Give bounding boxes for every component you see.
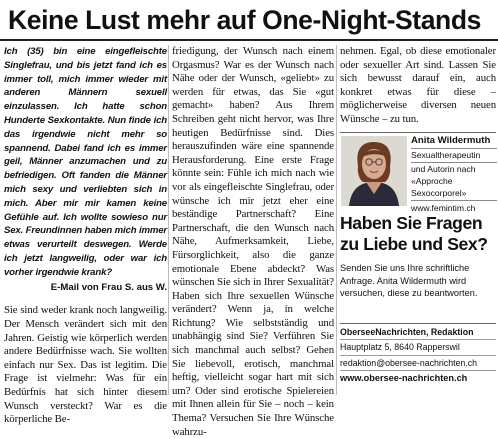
column-2 <box>172 45 334 439</box>
portrait-icon <box>341 136 407 206</box>
headline-rule <box>0 39 498 41</box>
column-divider <box>168 45 169 395</box>
page-title: Keine Lust mehr auf One-Night-Stands <box>8 5 481 35</box>
question-box-heading: Haben Sie Fragen zu Liebe und Sex? <box>340 213 488 254</box>
answer-paragraph: nehmen. Egal, ob diese emotionaler oder sexueller Art sind. Lassen Sie sich bewusst darauf ein, auch konkret etwas für diese – möglicherweise diversen neuen Wünsche – zu tun. <box>340 45 496 125</box>
contact-website-link[interactable]: www.obersee-nachrichten.ch <box>340 373 468 384</box>
contact-box <box>340 326 496 385</box>
reader-letter: Ich (35) bin eine eingefleischte Singlefrau, und bis jetzt fand ich es immer toll, mich immer wieder mit anderen Männern sexuell einzulassen. Ich hatte schon Hunderte Sexkontakte. Nun finde ich das irgendwie nicht mehr so spannend. Dabei fand ich es immer geil, Männer anzumachen und zu befriedigen. Oft fanden die Männer mich sexy und verliebten sich in mich. Aber mir mir kamen keine Gefühle auf. Ich wollte sowieso nur Sex. Freundinnen haben mich immer etwas verurteilt deswegen. Werde ich jetzt langweilig, oder war ich vorher irgendwie krank? <box>4 46 167 278</box>
expert-method: und Autorin nach «Approche Sexocorporel» <box>411 164 497 201</box>
expert-portrait-image <box>341 136 407 206</box>
answer-paragraph: Sie sind weder krank noch langweilig. Der Mensch verändert sich mit den Jahren. Geistig wie körperlich werden andere Bedürfnisse wach. Sie wollten einfach nur Sex. Das ist legitim. Die Frage ist vielmehr: Was für ein Bedürfnis hat sich hinter diesem Wunsch versteckt? War es die körperliche Be- <box>4 304 167 426</box>
expert-name: Anita Wildermuth <box>411 135 497 149</box>
column-divider <box>336 45 337 395</box>
contact-organization: OberseeNachrichten, Redaktion <box>340 326 496 340</box>
sidebar-rule <box>340 132 496 133</box>
contact-email-link[interactable]: redaktion@obersee-nachrichten.ch <box>340 357 496 371</box>
contact-address: Hauptplatz 5, 8640 Rapperswil <box>340 341 496 355</box>
expert-role: Sexualtherapeutin <box>411 150 497 164</box>
column-1 <box>4 45 167 427</box>
question-box-text: Senden Sie uns Ihre schriftliche Anfrage. Anita Wildermuth wird versuchen, diese zu beantworten. <box>340 263 478 299</box>
letter-signature: E-Mail von Frau S. aus W. <box>50 281 167 293</box>
column-3 <box>340 45 496 127</box>
answer-paragraph: friedigung, der Wunsch nach einem Orgasmus? War es der Wunsch nach Nähe oder der Wunsch, «geliebt» zu werden für etwas, das Sie «gut gemacht» haben? Aus Ihrem Schreiben geht nicht hervor, was Ihre heutigen Bedürfnisse sind. Dies herauszufinden wäre eine spannende Herausforderung. Eine erste Frage könnte sein: Fühle ich mich nach wie vor als eingefleischte Singlefrau, oder wünsche ich mir jetzt eher eine beständige Partnerschaft? Eine Partnerschaft, die den Wunsch nach Nähe, Aufmerksamkeit, Liebe, Fürsorglichkeit, also die ganze emotionale Ebene abdeckt? Was wünschen Sie sich in Ihrer Sexualität? Haben sich Ihre sexuellen Wünsche verändert? Wenn ja, in welche Richtung? Wie selbstständig und unabhängig sind Sie? Verführen Sie sich manchmal auch selbst? Gehen Sie liebevoll, erotisch, manchmal heftig, vielleicht sogar hart mit sich um? Oder sind erotische Spielereien mit Ihnen allein für Sie – noch – kein Thema? Versuchen Sie Ihre Wünsche wahrzu- <box>172 45 334 438</box>
contact-rule <box>340 323 496 324</box>
expert-website-link[interactable]: www.femintim.ch <box>411 203 476 214</box>
expert-info <box>411 135 497 214</box>
